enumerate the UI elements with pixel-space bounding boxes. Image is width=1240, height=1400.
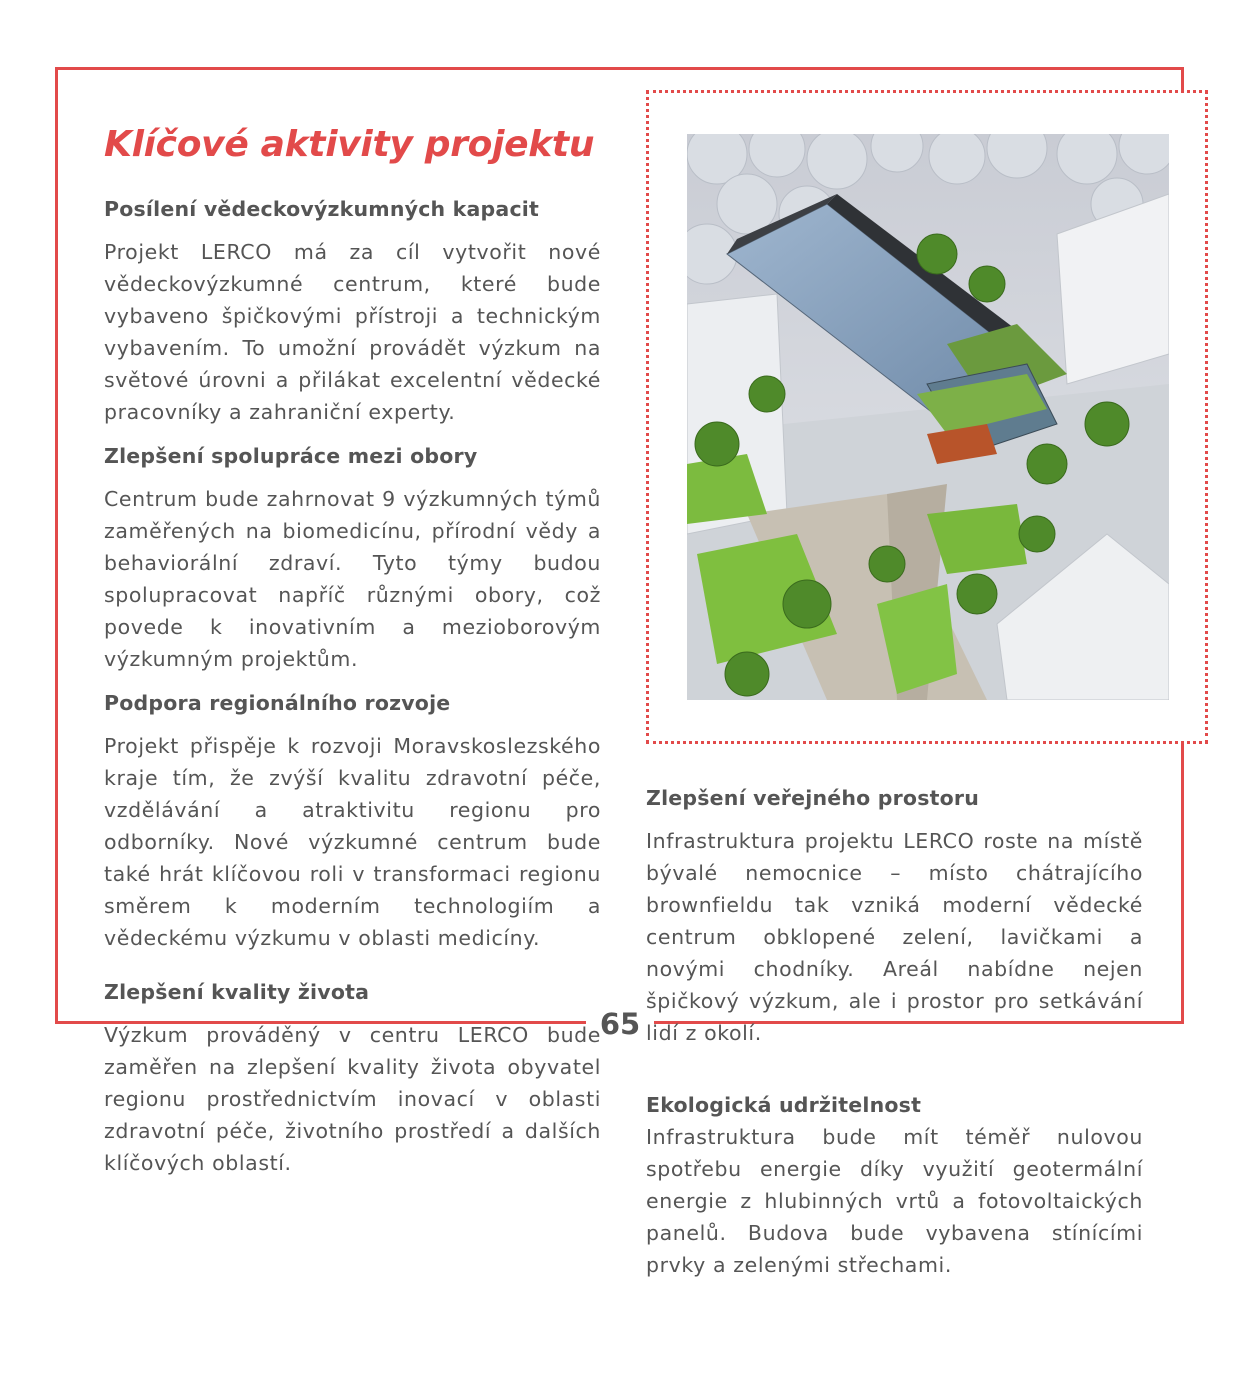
image-frame: [646, 90, 1208, 744]
section-text: Infrastruktura projektu LERCO roste na místě bývalé nemocnice – místo chátrajícího brownfieldu tak vzniká moderní vědecké centrum obklopené zelení, lavičkami a novými chodníky. Areál nabídne nejen špičkový výzkum, ale i prostor pro setkávání lidí z okolí.: [646, 829, 1143, 1045]
section-heading: Zlepšení spolupráce mezi obory: [104, 444, 478, 468]
section-heading: Zlepšení veřejného prostoru: [646, 786, 980, 810]
section-text: Infrastruktura bude mít téměř nulovou spotřebu energie díky využití geotermální energie z hlubinných vrtů a fotovoltaických panelů. Budova bude vybavena stínícími prvky a zelenými střechami.: [646, 1125, 1143, 1277]
section-heading: Zlepšení kvality života: [104, 980, 370, 1004]
section-heading: Posílení vědeckovýzkumných kapacit: [104, 197, 540, 221]
section-text: Výzkum prováděný v centru LERCO bude zaměřen na zlepšení kvality života obyvatel regionu prostřednictvím inovací v oblasti zdravotní péče, životního prostředí a dalších klíčových oblastí.: [104, 1023, 601, 1175]
left-column: [104, 193, 601, 1179]
section-text: Projekt přispěje k rozvoji Moravskoslezského kraje tím, že zvýší kvalitu zdravotní péče, vzdělávání a atraktivitu regionu pro odborníky. Nové výzkumné centrum bude také hrát klíčovou roli v transformaci regionu směrem k moderním technologiím a vědeckému výzkumu v oblasti medicíny.: [104, 734, 601, 950]
page-number: 65: [586, 1004, 654, 1044]
section-heading: Podpora regionálního rozvoje: [104, 691, 451, 715]
section-text: Projekt LERCO má za cíl vytvořit nové vědeckovýzkumné centrum, které bude vybaveno špičkovými přístroji a technickým vybavením. To umožní provádět výzkum na světové úrovni a přilákat excelentní vědecké pracovníky a zahraniční experty.: [104, 240, 601, 424]
section-heading: Ekologická udržitelnost: [646, 1093, 922, 1117]
section-text: Centrum bude zahrnovat 9 výzkumných týmů zaměřených na biomedicínu, přírodní vědy a behaviorální zdraví. Tyto týmy budou spolupracovat napříč různými obory, což povede k inovativním a mezioborovým výzkumným projektům.: [104, 487, 601, 671]
page-title: Klíčové aktivity projektu: [104, 124, 595, 165]
building-rendering-image: [687, 134, 1169, 700]
right-column: [646, 782, 1143, 1281]
